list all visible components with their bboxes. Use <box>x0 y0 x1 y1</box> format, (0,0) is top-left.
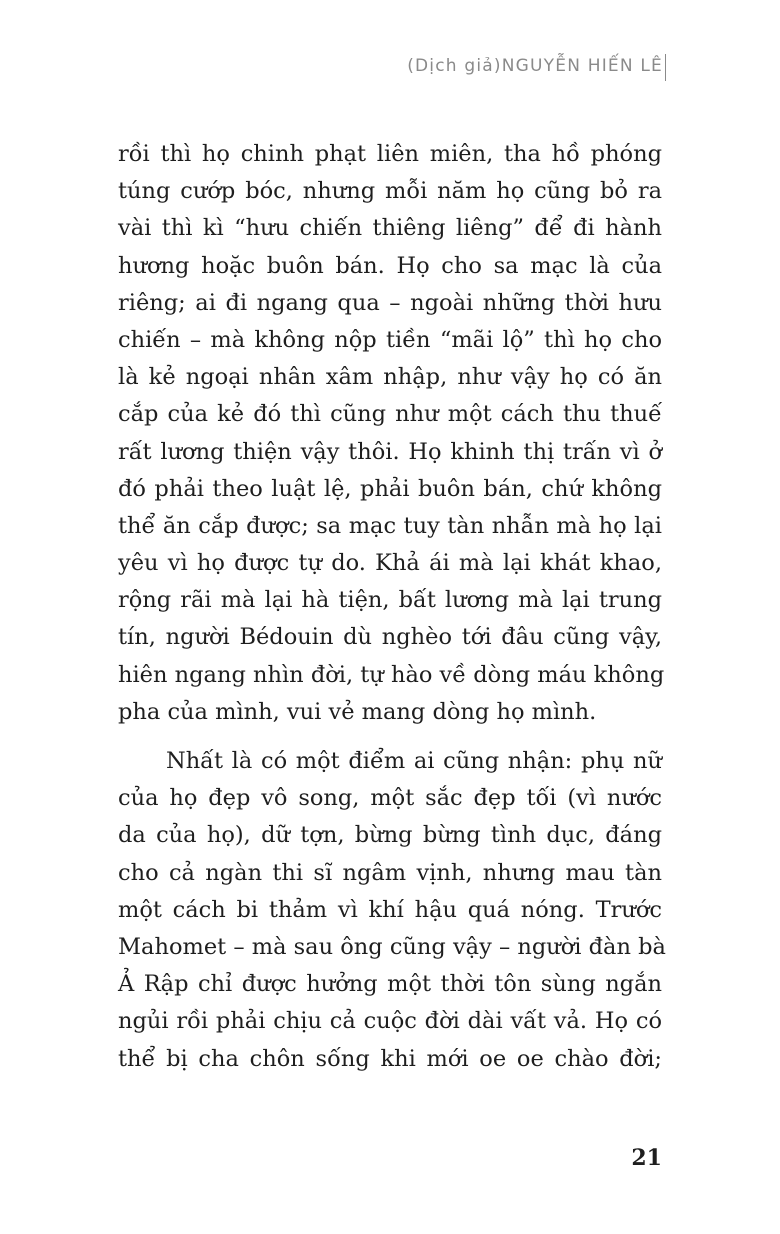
text-line: hiên ngang nhìn đời, tự hào về dòng máu không <box>118 661 665 688</box>
paragraph-spacing <box>118 731 662 743</box>
text-line: rộng rãi mà lại hà tiện, bất lương mà lại trung <box>118 587 662 614</box>
translator-label: (Dịch giả) <box>407 56 502 76</box>
text-line: thể bị cha chôn sống khi mới oe oe chào đời; <box>118 1045 662 1072</box>
text-line: của họ đẹp vô song, một sắc đẹp tối (vì nước <box>118 785 662 812</box>
text-line: cắp của kẻ đó thì cũng như một cách thu thuế <box>118 401 662 428</box>
text-line: Nhất là có một điểm ai cũng nhận: phụ nữ <box>166 748 662 774</box>
body-text <box>118 136 666 1078</box>
text-line: da của họ), dữ tợn, bừng bừng tình dục, đáng <box>118 822 662 849</box>
text-line: là kẻ ngoại nhân xâm nhập, như vậy họ có ăn <box>118 364 662 391</box>
text-line: một cách bi thảm vì khí hậu quá nóng. Trước <box>118 896 662 923</box>
text-line: chiến – mà không nộp tiền “mãi lộ” thì họ cho <box>118 326 662 353</box>
header-divider <box>665 54 666 81</box>
text-line: ngủi rồi phải chịu cả cuộc đời dài vất vả. Họ có <box>118 1008 662 1035</box>
text-line: riêng; ai đi ngang qua – ngoài những thời hưu <box>118 289 662 316</box>
text-line: túng cướp bóc, nhưng mỗi năm họ cũng bỏ ra <box>118 178 662 205</box>
text-line: vài thì kì “hưu chiến thiêng liêng” để đi hành <box>118 215 662 242</box>
text-line: cho cả ngàn thi sĩ ngâm vịnh, nhưng mau tàn <box>118 859 662 886</box>
text-line: yêu vì họ được tự do. Khả ái mà lại khát khao, <box>118 550 662 577</box>
paragraph-2 <box>118 743 666 1078</box>
running-header <box>407 56 663 76</box>
text-line: rồi thì họ chinh phạt liên miên, tha hồ phóng <box>118 141 662 167</box>
text-line: Ả Rập chỉ được hưởng một thời tôn sùng ngắn <box>118 971 662 998</box>
text-line: Mahomet – mà sau ông cũng vậy – người đàn bà <box>118 933 666 960</box>
text-line: tín, người Bédouin dù nghèo tới đâu cũng vậy, <box>118 624 662 651</box>
paragraph-1 <box>118 136 665 731</box>
text-line: hương hoặc buôn bán. Họ cho sa mạc là của <box>118 252 662 279</box>
text-line: pha của mình, vui vẻ mang dòng họ mình. <box>118 698 597 725</box>
author-name: NGUYỄN HIẾN LÊ <box>501 56 663 76</box>
text-line: rất lương thiện vậy thôi. Họ khinh thị trấn vì ở <box>118 438 662 465</box>
text-line: thể ăn cắp được; sa mạc tuy tàn nhẫn mà họ lại <box>118 512 662 539</box>
page-number: 21 <box>631 1145 662 1171</box>
text-line: đó phải theo luật lệ, phải buôn bán, chứ không <box>118 475 662 502</box>
